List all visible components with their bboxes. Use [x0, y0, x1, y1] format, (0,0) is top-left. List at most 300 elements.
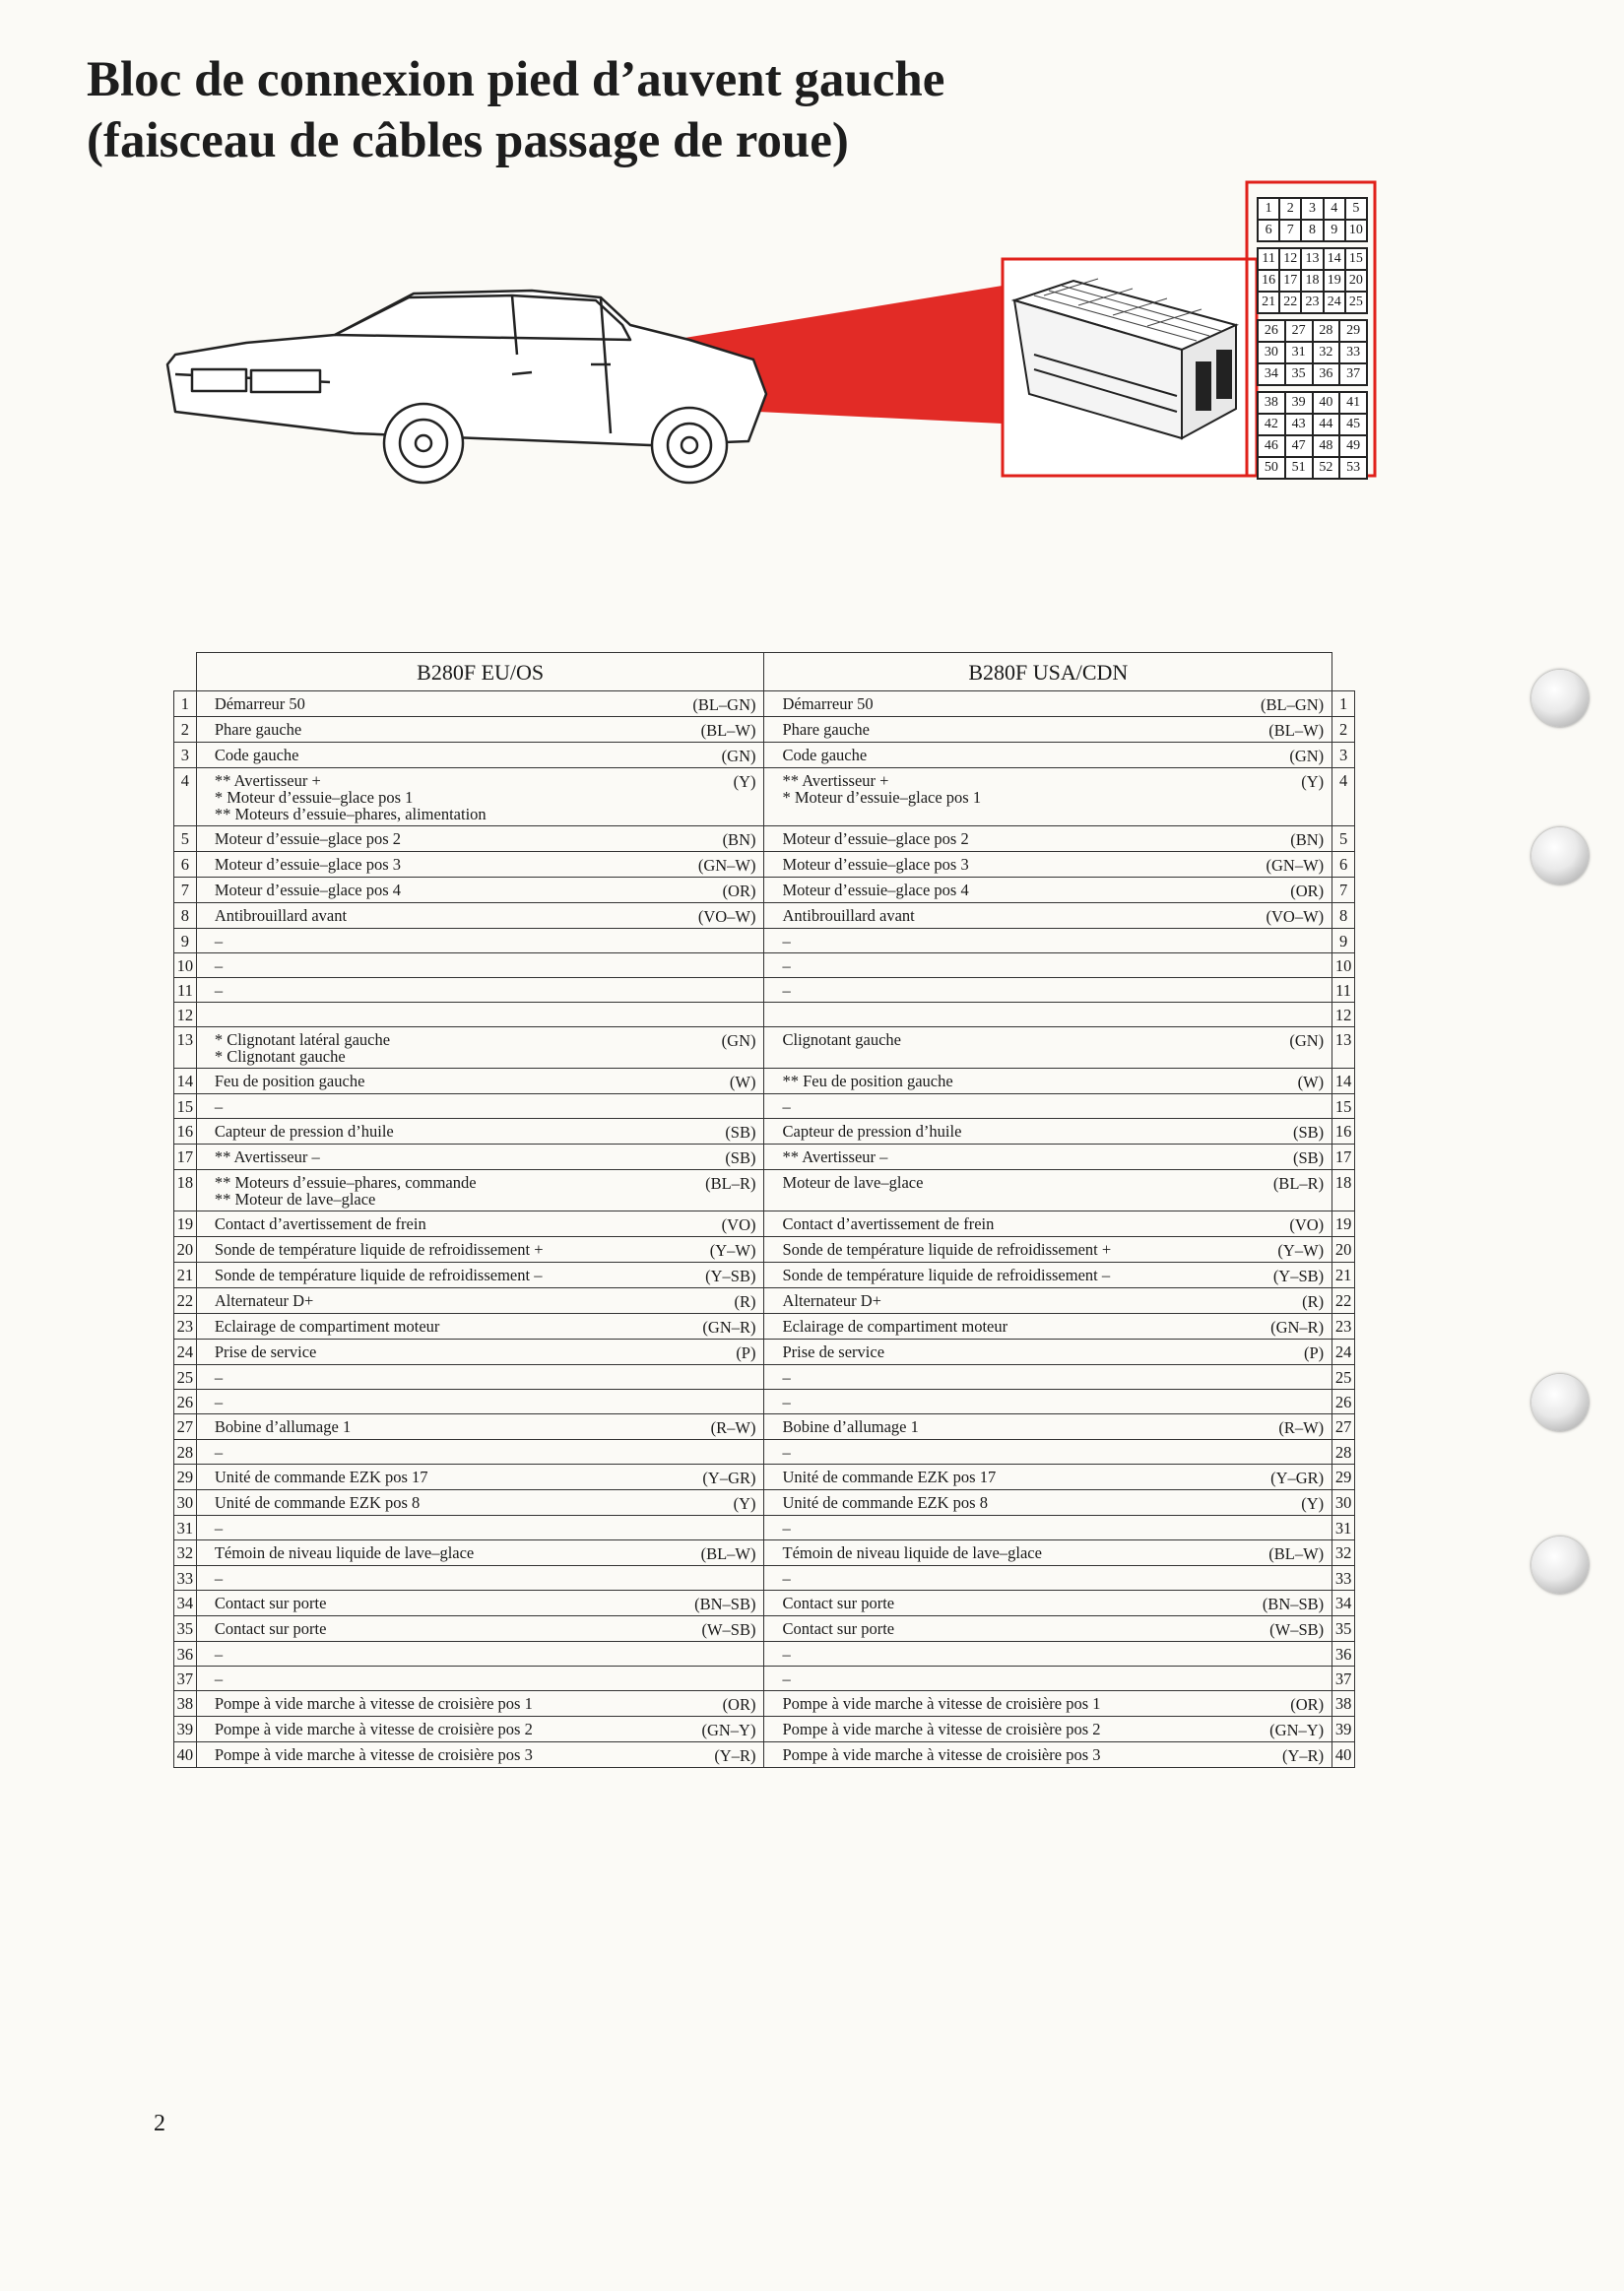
- table-row: [174, 1591, 1355, 1616]
- left-description: [196, 1263, 641, 1288]
- pin-number-left: 39: [174, 1717, 197, 1742]
- pin-number-left: 13: [174, 1027, 197, 1069]
- pin-number-right: 14: [1332, 1069, 1355, 1094]
- left-description: [196, 1027, 641, 1069]
- pin-number-left: 26: [174, 1390, 197, 1414]
- pin-number-right: 26: [1332, 1390, 1355, 1414]
- right-wire-color: [1209, 1516, 1332, 1540]
- description-line: –: [782, 1097, 791, 1116]
- left-wire-color: (GN): [642, 1027, 764, 1069]
- pin-number: 17: [1279, 270, 1301, 292]
- description-line: –: [214, 932, 224, 950]
- description-line: Bobine d’allumage 1: [214, 1417, 352, 1436]
- description-line: Capteur de pression d’huile: [214, 1122, 394, 1141]
- pin-number: 31: [1285, 342, 1313, 363]
- description-line: ** Avertisseur –: [782, 1147, 888, 1166]
- left-wire-color: (BL–GN): [642, 691, 764, 717]
- left-description: [196, 1288, 641, 1314]
- left-description: [196, 1170, 641, 1211]
- left-description: [196, 1616, 641, 1642]
- left-wire-color: (GN–Y): [642, 1717, 764, 1742]
- right-description: [764, 768, 1209, 826]
- left-description: [196, 1003, 641, 1027]
- right-wire-color: [1209, 1642, 1332, 1667]
- pin-number-right: 7: [1332, 878, 1355, 903]
- pin-number-left: 9: [174, 929, 197, 953]
- pin-number: 7: [1279, 220, 1301, 241]
- right-description: [764, 1340, 1209, 1365]
- right-wire-color: [1209, 1094, 1332, 1119]
- right-description: [764, 1516, 1209, 1540]
- pin-number-right: 8: [1332, 903, 1355, 929]
- right-variant-header: B280F USA/CDN: [764, 653, 1332, 691]
- left-wire-color: (BN): [642, 826, 764, 852]
- left-description: [196, 826, 641, 852]
- table-row: [174, 1263, 1355, 1288]
- left-description: [196, 1540, 641, 1566]
- right-wire-color: (R): [1209, 1288, 1332, 1314]
- left-description: [196, 1414, 641, 1440]
- description-line: Pompe à vide marche à vitesse de croisière pos 3: [782, 1745, 1101, 1764]
- pin-number: 4: [1324, 198, 1345, 220]
- left-description: [196, 1069, 641, 1094]
- left-wire-color: [642, 1440, 764, 1465]
- table-row: [174, 1667, 1355, 1691]
- pin-number-left: 15: [174, 1094, 197, 1119]
- pin-number: 21: [1258, 292, 1279, 313]
- pin-row: [1258, 392, 1367, 414]
- left-wire-color: (P): [642, 1340, 764, 1365]
- table-row: [174, 1170, 1355, 1211]
- description-line: Bobine d’allumage 1: [782, 1417, 919, 1436]
- right-wire-color: (OR): [1209, 1691, 1332, 1717]
- table-row: [174, 953, 1355, 978]
- right-description: [764, 1691, 1209, 1717]
- description-line: Pompe à vide marche à vitesse de croisière pos 1: [782, 1694, 1101, 1713]
- pin-number-right: 1: [1332, 691, 1355, 717]
- right-description: [764, 878, 1209, 903]
- pin-number-right: 34: [1332, 1591, 1355, 1616]
- table-row: [174, 1540, 1355, 1566]
- description-line: Pompe à vide marche à vitesse de croisière pos 2: [782, 1720, 1101, 1738]
- pin-number-right: 40: [1332, 1742, 1355, 1768]
- right-description: [764, 1314, 1209, 1340]
- description-line: –: [214, 1368, 224, 1387]
- right-description: [764, 1119, 1209, 1145]
- left-description: [196, 1465, 641, 1490]
- title-line-1: Bloc de connexion pied d’auvent gauche: [87, 52, 945, 107]
- right-description: [764, 1237, 1209, 1263]
- right-wire-color: (GN–Y): [1209, 1717, 1332, 1742]
- pin-number-right: 33: [1332, 1566, 1355, 1591]
- left-wire-color: (Y–R): [642, 1742, 764, 1768]
- pin-number: 15: [1345, 248, 1367, 270]
- pin-assignment-table: [173, 652, 1355, 1768]
- pin-row: [1258, 363, 1367, 385]
- right-description: [764, 1145, 1209, 1170]
- location-beam: [463, 286, 1003, 424]
- right-description: [764, 1069, 1209, 1094]
- table-row: [174, 978, 1355, 1003]
- right-description: [764, 1566, 1209, 1591]
- right-description: [764, 953, 1209, 978]
- left-wire-color: [642, 929, 764, 953]
- right-description: [764, 1465, 1209, 1490]
- description-line: –: [782, 1569, 791, 1588]
- left-description: [196, 852, 641, 878]
- description-line: Moteur d’essuie–glace pos 3: [214, 855, 402, 874]
- pin-number: 1: [1258, 198, 1279, 220]
- pin-number-left: 11: [174, 978, 197, 1003]
- right-wire-color: (Y–GR): [1209, 1465, 1332, 1490]
- right-description: [764, 743, 1209, 768]
- table-row: [174, 768, 1355, 826]
- pin-number-left: 5: [174, 826, 197, 852]
- pin-number-right: 23: [1332, 1314, 1355, 1340]
- pin-number-right: 30: [1332, 1490, 1355, 1516]
- pin-number-right: 22: [1332, 1288, 1355, 1314]
- pin-number: 14: [1324, 248, 1345, 270]
- left-wire-color: (Y–W): [642, 1237, 764, 1263]
- description-line: Unité de commande EZK pos 8: [214, 1493, 421, 1512]
- right-wire-color: (Y): [1209, 1490, 1332, 1516]
- right-description: [764, 1027, 1209, 1069]
- pin-number-left: 16: [174, 1119, 197, 1145]
- description-line: Prise de service: [782, 1342, 885, 1361]
- pin-number-right: 24: [1332, 1340, 1355, 1365]
- left-wire-color: (BN–SB): [642, 1591, 764, 1616]
- right-wire-color: [1209, 1667, 1332, 1691]
- description-line: ** Avertisseur +: [782, 771, 889, 790]
- right-wire-color: (R–W): [1209, 1414, 1332, 1440]
- connector-pin-grid: [1257, 197, 1368, 485]
- pin-number: 23: [1301, 292, 1323, 313]
- description-line: Démarreur 50: [782, 694, 874, 713]
- table-row: [174, 878, 1355, 903]
- pin-number: 26: [1258, 320, 1285, 342]
- right-description: [764, 929, 1209, 953]
- description-line: Moteur d’essuie–glace pos 2: [214, 829, 402, 848]
- pin-number-left: 23: [174, 1314, 197, 1340]
- pin-number: 44: [1313, 414, 1340, 435]
- left-wire-color: [642, 1003, 764, 1027]
- pin-row: [1258, 435, 1367, 457]
- left-wire-color: [642, 978, 764, 1003]
- pin-number: 5: [1345, 198, 1367, 220]
- right-description: [764, 1390, 1209, 1414]
- left-wire-color: (VO–W): [642, 903, 764, 929]
- right-wire-color: [1209, 978, 1332, 1003]
- right-description: [764, 1616, 1209, 1642]
- pin-number: 12: [1279, 248, 1301, 270]
- right-description: [764, 1211, 1209, 1237]
- right-wire-color: (SB): [1209, 1145, 1332, 1170]
- description-line: ** Moteurs d’essuie–phares, alimentation: [214, 805, 487, 823]
- right-wire-color: (BL–GN): [1209, 691, 1332, 717]
- pin-number-right: 25: [1332, 1365, 1355, 1390]
- description-line: ** Moteur de lave–glace: [214, 1190, 376, 1209]
- pin-number-right: 28: [1332, 1440, 1355, 1465]
- pin-number-left: 14: [174, 1069, 197, 1094]
- table-row: [174, 1414, 1355, 1440]
- left-wire-color: (Y): [642, 1490, 764, 1516]
- left-description: [196, 717, 641, 743]
- table-row: [174, 929, 1355, 953]
- pin-block: [1257, 247, 1368, 314]
- description-line: –: [214, 1569, 224, 1588]
- left-wire-color: (R–W): [642, 1414, 764, 1440]
- pin-number-left: 31: [174, 1516, 197, 1540]
- pin-number: 16: [1258, 270, 1279, 292]
- binder-hole: [1531, 1374, 1589, 1431]
- table-row: [174, 1365, 1355, 1390]
- left-description: [196, 1742, 641, 1768]
- pin-number: 13: [1301, 248, 1323, 270]
- description-line: Témoin de niveau liquide de lave–glace: [214, 1543, 475, 1562]
- pin-number: 40: [1313, 392, 1340, 414]
- description-line: Pompe à vide marche à vitesse de croisière pos 1: [214, 1694, 533, 1713]
- pin-number: 19: [1324, 270, 1345, 292]
- pin-number: 39: [1285, 392, 1313, 414]
- left-wire-color: (W–SB): [642, 1616, 764, 1642]
- pin-number: 51: [1285, 457, 1313, 479]
- right-wire-color: (BL–W): [1209, 717, 1332, 743]
- description-line: Code gauche: [214, 746, 299, 764]
- left-wire-color: (BL–W): [642, 717, 764, 743]
- left-wire-color: (BL–W): [642, 1540, 764, 1566]
- left-description: [196, 1390, 641, 1414]
- left-description: [196, 1490, 641, 1516]
- left-description: [196, 1340, 641, 1365]
- description-line: * Clignotant gauche: [214, 1047, 346, 1066]
- pin-number-left: 30: [174, 1490, 197, 1516]
- table-row: [174, 1717, 1355, 1742]
- right-wire-color: [1209, 1440, 1332, 1465]
- left-description: [196, 978, 641, 1003]
- title-line-2: (faisceau de câbles passage de roue): [87, 113, 849, 168]
- table-row: [174, 852, 1355, 878]
- pin-number-left: 40: [174, 1742, 197, 1768]
- table-row: [174, 1616, 1355, 1642]
- pin-number: 24: [1324, 292, 1345, 313]
- table-row: [174, 1145, 1355, 1170]
- description-line: Contact sur porte: [782, 1619, 895, 1638]
- pin-row: [1258, 220, 1367, 241]
- right-description: [764, 1414, 1209, 1440]
- pin-number-right: 21: [1332, 1263, 1355, 1288]
- left-description: [196, 903, 641, 929]
- left-wire-color: (SB): [642, 1119, 764, 1145]
- right-wire-color: (W): [1209, 1069, 1332, 1094]
- connector-block-icon: [1014, 279, 1236, 438]
- right-wire-color: (BN): [1209, 826, 1332, 852]
- description-line: Clignotant gauche: [782, 1030, 901, 1049]
- description-line: –: [782, 932, 791, 950]
- connector-callout-box: [1003, 259, 1257, 476]
- pin-number-right: 3: [1332, 743, 1355, 768]
- left-wire-color: [642, 1390, 764, 1414]
- left-wire-color: (SB): [642, 1145, 764, 1170]
- pin-number-right: 11: [1332, 978, 1355, 1003]
- description-line: * Moteur d’essuie–glace pos 1: [214, 788, 414, 807]
- left-wire-color: [642, 1516, 764, 1540]
- left-description: [196, 1591, 641, 1616]
- pin-number-right: 37: [1332, 1667, 1355, 1691]
- right-description: [764, 1667, 1209, 1691]
- pin-number-left: 21: [174, 1263, 197, 1288]
- left-wire-color: (Y): [642, 768, 764, 826]
- table-row: [174, 1642, 1355, 1667]
- description-line: Unité de commande EZK pos 8: [782, 1493, 988, 1512]
- left-wire-color: (W): [642, 1069, 764, 1094]
- pin-number-left: 36: [174, 1642, 197, 1667]
- left-wire-color: [642, 1094, 764, 1119]
- pin-number: 33: [1339, 342, 1367, 363]
- right-description: [764, 1642, 1209, 1667]
- left-description: [196, 878, 641, 903]
- right-description: [764, 1717, 1209, 1742]
- left-description: [196, 1314, 641, 1340]
- description-line: Sonde de température liquide de refroidissement +: [214, 1240, 544, 1259]
- description-line: Antibrouillard avant: [214, 906, 348, 925]
- pin-block: [1257, 319, 1368, 386]
- right-description: [764, 1094, 1209, 1119]
- right-description: [764, 826, 1209, 852]
- left-variant-header: B280F EU/OS: [196, 653, 764, 691]
- description-line: Code gauche: [782, 746, 868, 764]
- pin-number-right: 19: [1332, 1211, 1355, 1237]
- table-row: [174, 1003, 1355, 1027]
- description-line: Eclairage de compartiment moteur: [214, 1317, 440, 1336]
- description-line: ** Avertisseur +: [214, 771, 321, 790]
- pin-number-left: 1: [174, 691, 197, 717]
- pin-number: 52: [1313, 457, 1340, 479]
- description-line: Pompe à vide marche à vitesse de croisière pos 3: [214, 1745, 533, 1764]
- description-line: Moteur de lave–glace: [782, 1173, 924, 1192]
- pin-number: 9: [1324, 220, 1345, 241]
- table-row: [174, 1340, 1355, 1365]
- pin-number-right: 13: [1332, 1027, 1355, 1069]
- description-line: –: [782, 1443, 791, 1462]
- table-row: [174, 1516, 1355, 1540]
- pin-number-left: 22: [174, 1288, 197, 1314]
- pin-number-left: 19: [174, 1211, 197, 1237]
- right-wire-color: [1209, 953, 1332, 978]
- description-line: * Moteur d’essuie–glace pos 1: [782, 788, 982, 807]
- description-line: ** Feu de position gauche: [782, 1072, 953, 1090]
- right-wire-color: [1209, 1390, 1332, 1414]
- right-wire-color: (GN): [1209, 743, 1332, 768]
- left-description: [196, 1566, 641, 1591]
- pin-number-right: 17: [1332, 1145, 1355, 1170]
- right-wire-color: (VO–W): [1209, 903, 1332, 929]
- pin-number: 45: [1339, 414, 1367, 435]
- left-description: [196, 768, 641, 826]
- pin-number: 43: [1285, 414, 1313, 435]
- left-wire-color: (Y–SB): [642, 1263, 764, 1288]
- pin-number: 28: [1313, 320, 1340, 342]
- description-line: Alternateur D+: [214, 1291, 314, 1310]
- left-wire-color: (VO): [642, 1211, 764, 1237]
- pin-number: 22: [1279, 292, 1301, 313]
- pin-number-right: 29: [1332, 1465, 1355, 1490]
- pin-number-right: 5: [1332, 826, 1355, 852]
- description-line: Contact sur porte: [782, 1594, 895, 1612]
- left-description: [196, 743, 641, 768]
- pin-number: 29: [1339, 320, 1367, 342]
- left-wire-color: [642, 1667, 764, 1691]
- description-line: Pompe à vide marche à vitesse de croisière pos 2: [214, 1720, 533, 1738]
- left-wire-color: (GN): [642, 743, 764, 768]
- pin-number-left: 3: [174, 743, 197, 768]
- left-description: [196, 1516, 641, 1540]
- description-line: Phare gauche: [214, 720, 302, 739]
- pin-row: [1258, 270, 1367, 292]
- description-line: Antibrouillard avant: [782, 906, 915, 925]
- table-row: [174, 1237, 1355, 1263]
- pin-number: 50: [1258, 457, 1285, 479]
- table-row: [174, 1211, 1355, 1237]
- pin-number-left: 35: [174, 1616, 197, 1642]
- table-row: [174, 1691, 1355, 1717]
- left-wire-color: (OR): [642, 878, 764, 903]
- right-wire-color: (GN–R): [1209, 1314, 1332, 1340]
- pin-number-left: 25: [174, 1365, 197, 1390]
- pin-row: [1258, 198, 1367, 220]
- pin-number-right: 31: [1332, 1516, 1355, 1540]
- table-row: [174, 1314, 1355, 1340]
- table-row: [174, 1119, 1355, 1145]
- right-description: [764, 1540, 1209, 1566]
- left-description: [196, 691, 641, 717]
- description-line: [215, 1007, 642, 1023]
- right-wire-color: (VO): [1209, 1211, 1332, 1237]
- description-line: Moteur d’essuie–glace pos 3: [782, 855, 969, 874]
- description-line: –: [782, 1669, 791, 1688]
- description-line: –: [782, 1645, 791, 1664]
- right-description: [764, 1591, 1209, 1616]
- description-line: Feu de position gauche: [214, 1072, 365, 1090]
- right-wire-color: (W–SB): [1209, 1616, 1332, 1642]
- right-wire-color: [1209, 1365, 1332, 1390]
- description-line: Contact sur porte: [214, 1619, 327, 1638]
- pin-number: 10: [1345, 220, 1367, 241]
- pin-number-left: 10: [174, 953, 197, 978]
- description-line: Capteur de pression d’huile: [782, 1122, 962, 1141]
- table-row: [174, 1390, 1355, 1414]
- right-description: [764, 1490, 1209, 1516]
- right-wire-color: (Y): [1209, 768, 1332, 826]
- description-line: Moteur d’essuie–glace pos 4: [214, 881, 402, 899]
- pin-number: 25: [1345, 292, 1367, 313]
- pin-number: 3: [1301, 198, 1323, 220]
- description-line: Contact d’avertissement de frein: [782, 1214, 995, 1233]
- pin-number-right: 16: [1332, 1119, 1355, 1145]
- pin-number-right: 4: [1332, 768, 1355, 826]
- pin-number-left: 4: [174, 768, 197, 826]
- right-description: [764, 1440, 1209, 1465]
- pin-number-left: 37: [174, 1667, 197, 1691]
- right-wire-color: (OR): [1209, 878, 1332, 903]
- pin-number: 41: [1339, 392, 1367, 414]
- pin-number: 35: [1285, 363, 1313, 385]
- description-line: Unité de commande EZK pos 17: [782, 1468, 997, 1486]
- pin-number-right: 39: [1332, 1717, 1355, 1742]
- pin-number-left: 8: [174, 903, 197, 929]
- description-line: Phare gauche: [782, 720, 870, 739]
- description-line: Sonde de température liquide de refroidissement +: [782, 1240, 1112, 1259]
- table-row: [174, 826, 1355, 852]
